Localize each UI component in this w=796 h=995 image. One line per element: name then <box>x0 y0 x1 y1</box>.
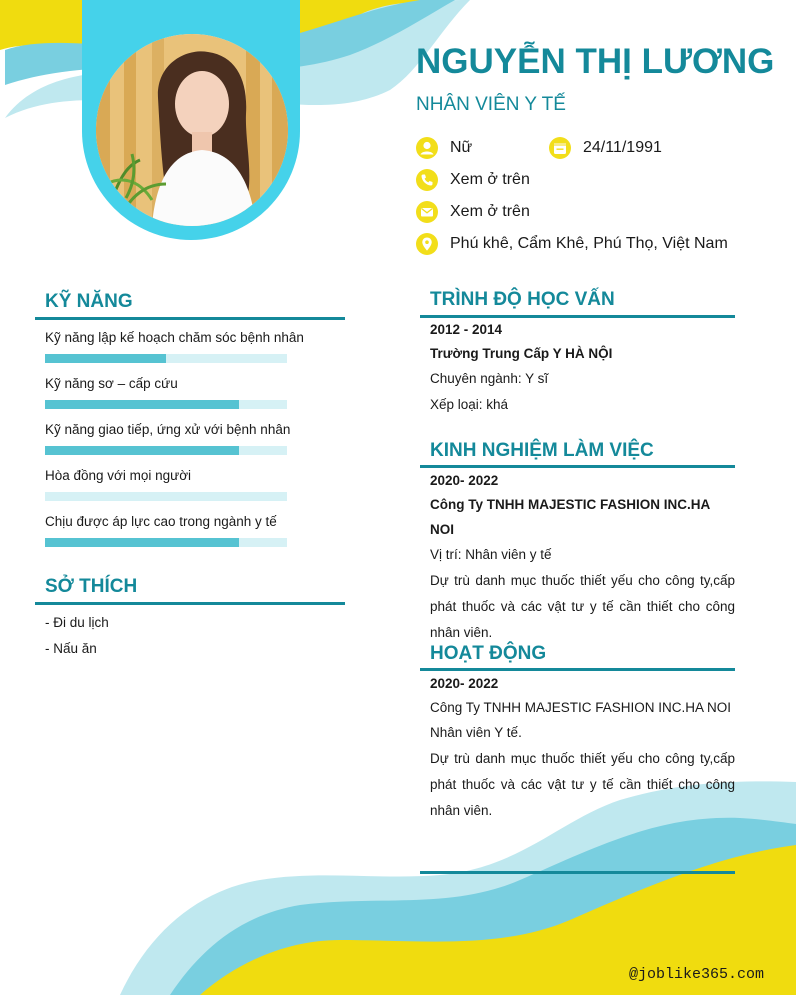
experience-period: 2020- 2022 <box>430 473 499 488</box>
skill-bar-track <box>45 446 287 455</box>
experience-rule <box>420 465 735 468</box>
activities-rule <box>420 668 735 671</box>
hobby-item: - Nấu ăn <box>45 641 97 656</box>
activities-description: Dự trù danh mục thuốc thiết yếu cho công ty,cấp phát thuốc và các vật tư y tế cần thiết cho công nhân viên. <box>430 751 735 818</box>
experience-description: Dự trù danh mục thuốc thiết yếu cho công ty,cấp phát thuốc và các vật tư y tế cần thiết cho công nhân viên. <box>430 573 735 640</box>
skill-label: Kỹ năng giao tiếp, ứng xử với bệnh nhân <box>45 422 291 437</box>
avatar-illustration <box>96 34 288 226</box>
job-title: NHÂN VIÊN Y TẾ <box>416 94 566 115</box>
activities-title: HOẠT ĐỘNG <box>430 643 547 664</box>
info-birthdate <box>549 137 662 159</box>
skills-title: KỸ NĂNG <box>45 291 133 312</box>
skill-bar-fill <box>45 400 239 409</box>
bottom-rule <box>420 871 735 874</box>
phone-text: Xem ở trên <box>450 171 530 188</box>
email-text: Xem ở trên <box>450 203 530 220</box>
birthdate-text: 24/11/1991 <box>583 139 662 156</box>
education-school: Trường Trung Cấp Y HÀ NỘI <box>430 346 613 361</box>
skill-item <box>45 330 345 345</box>
info-address <box>416 233 728 255</box>
skill-bar-track <box>45 538 287 547</box>
footer-handle: @joblike365.com <box>628 966 764 983</box>
skill-label: Kỹ năng lập kế hoạch chăm sóc bệnh nhân <box>45 330 304 345</box>
activities-position: Nhân viên Y tế. <box>430 725 522 740</box>
education-title: TRÌNH ĐỘ HỌC VẤN <box>430 289 615 310</box>
phone-icon <box>416 169 438 191</box>
avatar <box>96 34 288 226</box>
skill-bar-fill <box>45 538 239 547</box>
address-text: Phú khê, Cẩm Khê, Phú Thọ, Việt Nam <box>450 235 728 252</box>
education-grade: Xếp loại: khá <box>430 397 509 412</box>
skill-bar-track <box>45 354 287 363</box>
activities-company: Công Ty TNHH MAJESTIC FASHION INC.HA NOI <box>430 700 732 715</box>
candidate-name: NGUYỄN THỊ LƯƠNG <box>416 42 775 81</box>
skill-item <box>45 422 345 437</box>
hobbies-rule <box>35 602 345 605</box>
experience-company: Công Ty TNHH MAJESTIC FASHION INC.HA NOI <box>430 497 710 537</box>
gender-text: Nữ <box>450 139 473 156</box>
location-pin-icon <box>416 233 438 255</box>
experience-title: KINH NGHIỆM LÀM VIỆC <box>430 440 654 461</box>
user-icon <box>416 137 438 159</box>
skill-label: Kỹ năng sơ – cấp cứu <box>45 376 178 391</box>
skill-item <box>45 468 345 483</box>
skill-bar-track <box>45 492 287 501</box>
skill-item <box>45 376 345 391</box>
experience-block <box>430 469 735 646</box>
experience-position: Vị trí: Nhân viên y tế <box>430 547 552 562</box>
skills-rule <box>35 317 345 320</box>
calendar-icon <box>549 137 571 159</box>
education-block <box>430 318 735 418</box>
hobbies-title: SỞ THÍCH <box>45 576 138 597</box>
info-email <box>416 201 530 223</box>
info-phone <box>416 169 530 191</box>
activities-period: 2020- 2022 <box>430 676 499 691</box>
skill-bar-track <box>45 400 287 409</box>
hobby-item: - Đi du lịch <box>45 615 109 630</box>
info-gender <box>416 137 472 159</box>
mail-icon <box>416 201 438 223</box>
skill-label: Hòa đồng với mọi người <box>45 468 192 483</box>
skill-label: Chịu được áp lực cao trong ngành y tế <box>45 514 277 529</box>
education-major: Chuyên ngành: Y sĩ <box>430 371 549 386</box>
skill-bar-fill <box>45 354 166 363</box>
education-period: 2012 - 2014 <box>430 322 503 337</box>
skill-item <box>45 514 345 529</box>
activities-block <box>430 672 735 824</box>
skill-bar-fill <box>45 446 239 455</box>
